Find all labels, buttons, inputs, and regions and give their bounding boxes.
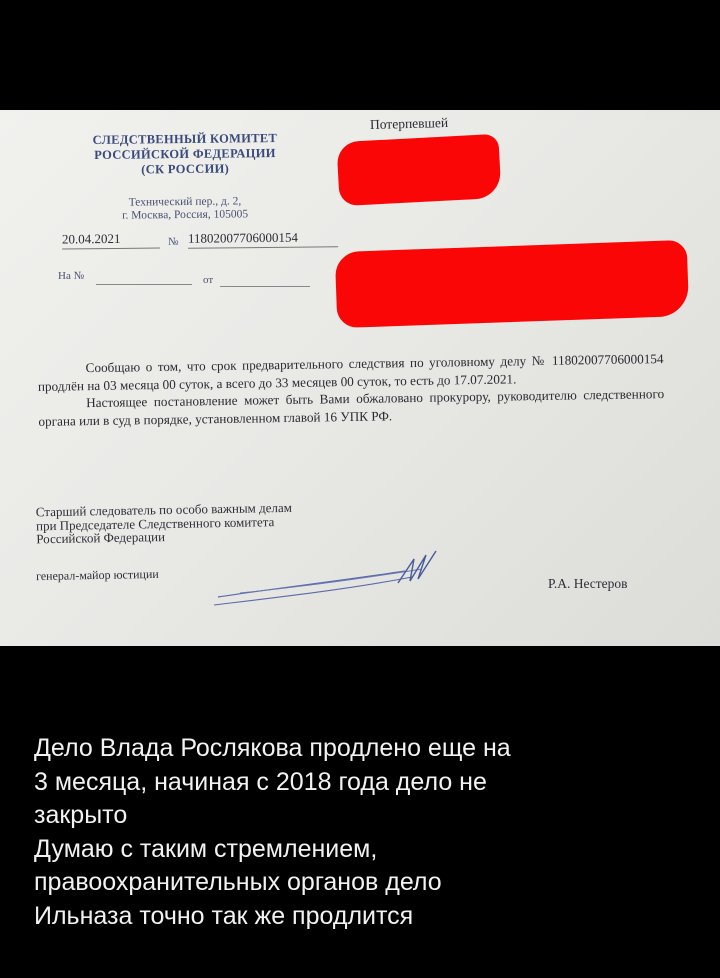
document-date: 20.04.2021 bbox=[62, 230, 160, 249]
organization-header bbox=[70, 131, 300, 178]
post-caption bbox=[34, 732, 694, 934]
caption-line: Ильназа точно так же продлится bbox=[34, 901, 414, 930]
caption-line: закрыто bbox=[34, 801, 128, 830]
recipient-label: Потерпевшей bbox=[369, 114, 449, 133]
notice-body bbox=[37, 350, 664, 430]
registration-number: 11802007706000154 bbox=[188, 229, 338, 249]
reference-date-line bbox=[220, 286, 310, 287]
caption-line: Думаю с таким стремлением, bbox=[34, 834, 378, 863]
document-photo bbox=[0, 110, 720, 646]
signer-line: Старший следователь по особо важным делам bbox=[35, 499, 293, 520]
reference-number-label: На № bbox=[58, 270, 85, 282]
signer-position bbox=[36, 499, 417, 546]
address-line: г. Москва, Россия, 105005 bbox=[121, 208, 249, 222]
signer-name: Р.А. Нестеров bbox=[548, 576, 628, 591]
redaction-mark-name bbox=[336, 134, 501, 206]
org-line: (СК РОССИИ) bbox=[141, 161, 230, 177]
reference-number-line bbox=[96, 284, 192, 285]
caption-line: Дело Влада Рослякова продлено еще на bbox=[34, 734, 511, 762]
handwritten-signature bbox=[200, 545, 450, 615]
address-line: Технический пер., д. 2, bbox=[128, 195, 242, 209]
org-line: РОССИЙСКОЙ ФЕДЕРАЦИИ bbox=[94, 146, 276, 162]
org-line: СЛЕДСТВЕННЫЙ КОМИТЕТ bbox=[92, 131, 278, 147]
organization-address bbox=[80, 195, 290, 223]
redaction-mark-address bbox=[335, 240, 689, 328]
caption-line: 3 месяца, начиная с 2018 года дело не bbox=[34, 767, 487, 796]
signer-rank: генерал-майор юстиции bbox=[35, 566, 159, 584]
caption-line: правоохранительных органов дело bbox=[34, 868, 442, 897]
signer-line: при Председателе Следственного комитета bbox=[35, 513, 275, 533]
number-sign: № bbox=[168, 236, 179, 248]
body-paragraph: Настоящее постановление может быть Вами обжаловано прокурору, руководителю следственного органа или в суд в порядке, установленном главой 16 УПК РФ. bbox=[38, 386, 665, 429]
body-paragraph: Сообщаю о том, что срок предварительного следствия по уголовному делу № 11802007706000154 продлён на 03 месяца 00 суток, а всего до 33 месяцев 00 суток, то есть до 17.07.2021. bbox=[37, 351, 664, 394]
signer-line: Российской Федерации bbox=[36, 529, 166, 547]
reference-date-label: от bbox=[203, 274, 214, 286]
